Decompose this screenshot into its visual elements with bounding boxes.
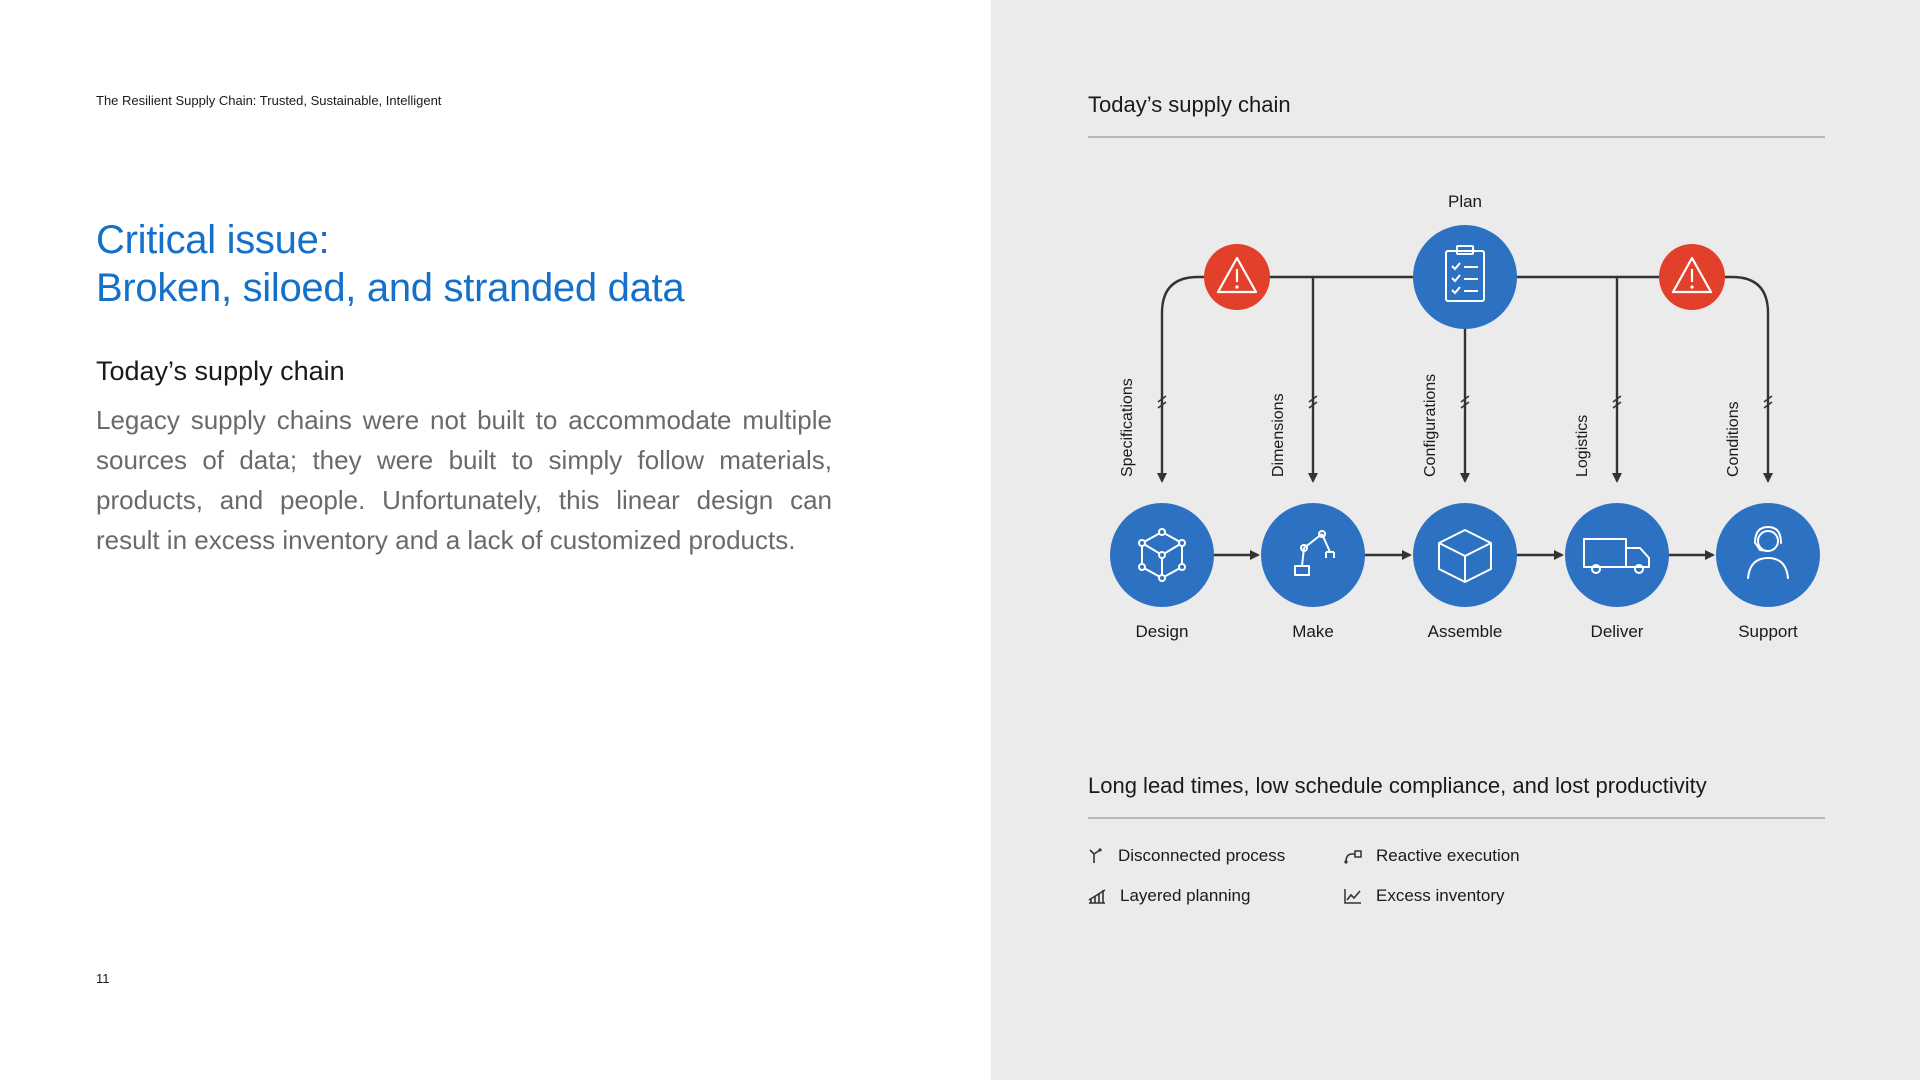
issue-item <box>1344 886 1505 906</box>
excess-inventory-icon <box>1344 888 1362 904</box>
stage-label-support: Support <box>1738 622 1798 641</box>
reactive-execution-icon <box>1344 848 1362 864</box>
support-node <box>1716 503 1820 607</box>
flow-label-configurations: Configurations <box>1422 373 1439 477</box>
issue-label: Disconnected process <box>1118 846 1286 865</box>
flow-label-conditions: Conditions <box>1725 401 1742 477</box>
plan-label: Plan <box>1447 192 1483 211</box>
warning-icon <box>1659 244 1725 310</box>
issue-item <box>1344 846 1520 866</box>
stage-label-design: Design <box>1135 622 1189 641</box>
page-title-line-1: Critical issue: <box>96 218 330 262</box>
issues-title-divider <box>1088 817 1825 819</box>
diagram-title: Today’s supply chain <box>1088 92 1291 117</box>
body-paragraph: Legacy supply chains were not built to accommodate multiple sources of data; they were built to simply follow materials, products, and people. Unfortunately, this linear design can result in excess inventory and a lack of customized products. <box>96 405 832 555</box>
issue-label: Excess inventory <box>1376 886 1505 905</box>
section-subheading: Today’s supply chain <box>96 356 345 386</box>
stage-label-deliver: Deliver <box>1590 622 1644 641</box>
design-node <box>1110 503 1214 607</box>
issue-item <box>1088 886 1250 906</box>
document-header: The Resilient Supply Chain: Trusted, Sustainable, Intelligent <box>96 93 442 108</box>
flow-label-logistics: Logistics <box>1574 414 1591 477</box>
assemble-node <box>1413 503 1517 607</box>
issue-label: Reactive execution <box>1376 846 1520 865</box>
stage-label-assemble: Assemble <box>1427 622 1503 641</box>
issue-label: Layered planning <box>1120 886 1251 905</box>
page-number: 11 <box>96 971 110 986</box>
issue-item <box>1088 846 1285 866</box>
layered-planning-icon <box>1088 888 1106 904</box>
flow-label-specifications: Specifications <box>1119 378 1136 477</box>
flow-label-dimensions: Dimensions <box>1270 393 1287 477</box>
warning-icon <box>1204 244 1270 310</box>
page-title-line-2: Broken, siloed, and stranded data <box>96 266 685 310</box>
deliver-node <box>1565 503 1669 607</box>
plan-node <box>1413 225 1517 329</box>
disconnected-process-icon <box>1088 847 1104 865</box>
make-node <box>1261 503 1365 607</box>
issues-title: Long lead times, low schedule compliance, and lost productivity <box>1088 773 1707 798</box>
stage-label-make: Make <box>1292 622 1334 641</box>
